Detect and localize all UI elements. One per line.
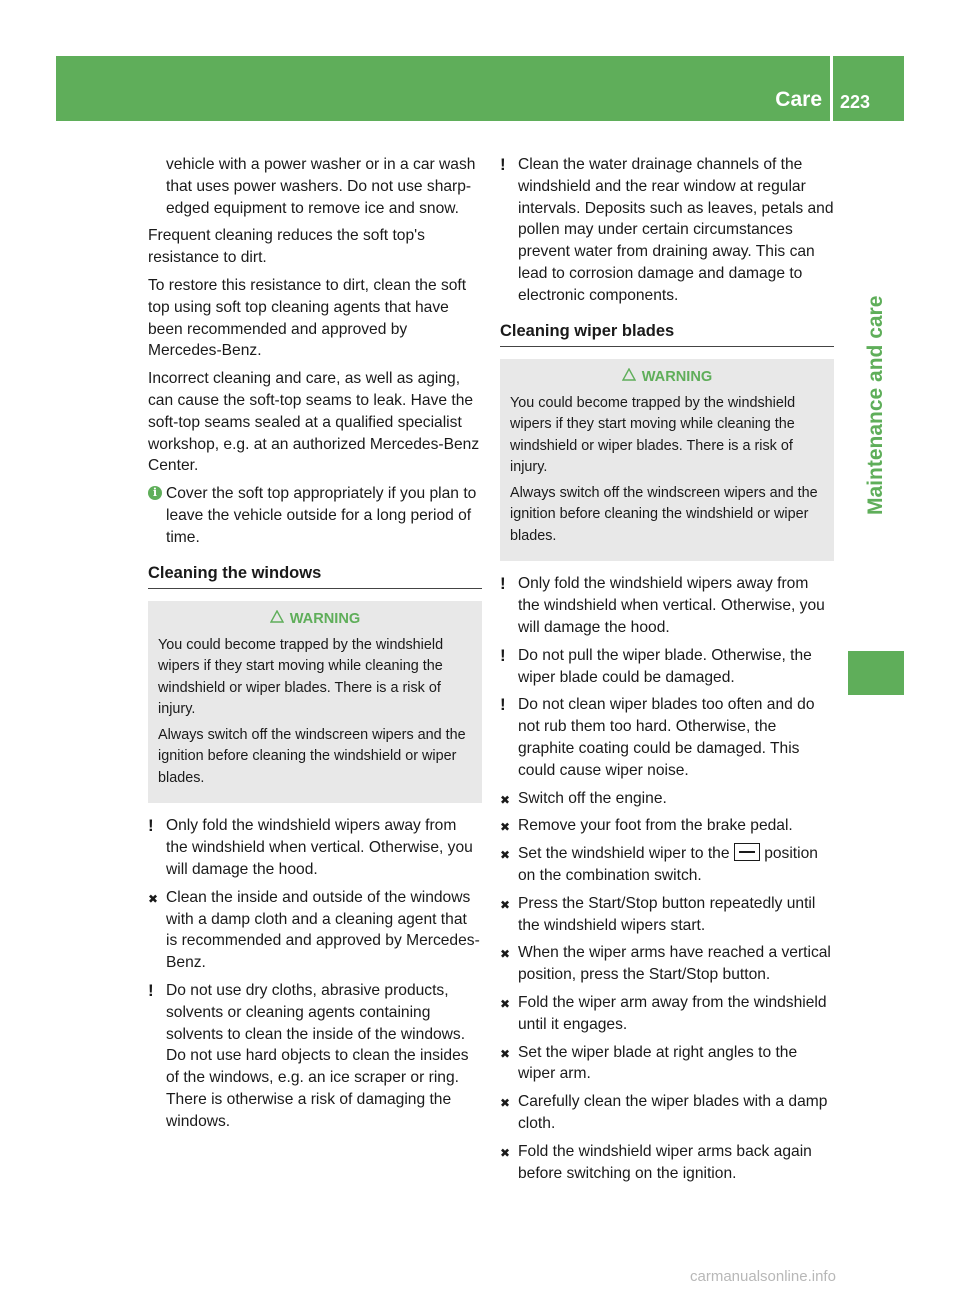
- step-item: [500, 815, 834, 837]
- step-arrow-icon: ✖: [500, 820, 511, 835]
- info-icon: i: [148, 486, 162, 500]
- side-tab: [848, 160, 904, 650]
- step-text-before: Set the windshield wiper to the: [518, 845, 730, 863]
- warning-text: You could become trapped by the windshield wipers if they start moving while cleaning the windshield or wiper blades. There is a risk of injury.: [510, 394, 796, 476]
- section-heading: Cleaning the windows: [148, 563, 482, 590]
- warning-text: Always switch off the windscreen wipers and the ignition before cleaning the windshield or wiper blades.: [158, 726, 466, 786]
- caution-text: Clean the water drainage channels of the windshield and the rear window at regular intervals. Deposits such as leaves, petals and pollen may under certain circumstances prevent water from draining away. This can lead to corrosion damage and damage to electronic components.: [518, 156, 834, 304]
- caution-item: [148, 980, 482, 1133]
- caution-item: [500, 154, 834, 307]
- paragraph: Frequent cleaning reduces the soft top's resistance to dirt.: [148, 227, 425, 267]
- right-column: [500, 154, 834, 1190]
- caution-item: [148, 815, 482, 880]
- step-text: Set the wiper blade at right angles to the wiper arm.: [518, 1043, 798, 1083]
- step-text: Press the Start/Stop button repeatedly until the windshield wipers start.: [518, 894, 816, 934]
- caution-icon: !: [500, 155, 506, 174]
- warning-box: [500, 359, 834, 561]
- caution-icon: !: [500, 695, 506, 715]
- step-arrow-icon: ✖: [148, 891, 159, 906]
- caution-icon: !: [148, 816, 154, 836]
- step-arrow-icon: ✖: [500, 996, 511, 1011]
- step-text: Carefully clean the wiper blades with a damp cloth.: [518, 1093, 828, 1132]
- step-item: [500, 788, 834, 810]
- step-arrow-icon: ✖: [500, 897, 511, 912]
- step-item: [500, 942, 834, 986]
- warning-title: [158, 609, 472, 631]
- step-item: [500, 1091, 834, 1135]
- caution-text: Only fold the windshield wipers away from the windshield when vertical. Otherwise, you will damage the hood.: [518, 575, 825, 636]
- header-divider: [830, 56, 833, 121]
- step-text: Switch off the engine.: [518, 789, 667, 807]
- warning-text: You could become trapped by the windshield wipers if they start moving while cleaning the windshield or wiper blades. There is a risk of injury.: [158, 636, 444, 718]
- step-arrow-icon: ✖: [500, 1046, 511, 1061]
- continuation-text: vehicle with a power washer or in a car wash that uses power washers. Do not use sharp-edged equipment to remove ice and snow.: [166, 156, 476, 217]
- caution-text: Do not use dry cloths, abrasive products, solvents or cleaning agents containing solvents to clean the inside of the windows. Do not use hard objects to clean the insides of the windows, e.g. an ice scraper or ring. There is otherwise a risk of damaging the windows.: [166, 981, 469, 1130]
- side-tab-marker: [848, 651, 904, 695]
- section-heading: Cleaning wiper blades: [500, 321, 834, 348]
- warning-title: [510, 367, 824, 389]
- caution-icon: !: [500, 574, 506, 594]
- info-note: [148, 483, 482, 548]
- step-text-after: position on the combination switch.: [518, 845, 818, 884]
- section-title: Care: [775, 88, 822, 111]
- warning-title-text: WARNING: [641, 369, 713, 386]
- step-text: When the wiper arms have reached a vertical position, press the Start/Stop button.: [518, 944, 831, 984]
- step-item: [500, 1141, 834, 1185]
- warning-triangle-icon: [270, 609, 284, 631]
- step-item: [500, 992, 834, 1036]
- step-text: Remove your foot from the brake pedal.: [518, 817, 793, 835]
- watermark: carmanualsonline.info: [690, 1268, 836, 1285]
- left-column: [148, 154, 482, 1139]
- step-arrow-icon: ✖: [500, 792, 511, 807]
- warning-text: Always switch off the windscreen wipers and the ignition before cleaning the windshield or wiper blades.: [510, 484, 818, 544]
- wiper-position-icon: [734, 843, 760, 861]
- step-text: Fold the windshield wiper arms back again before switching on the ignition.: [518, 1142, 812, 1182]
- page-number: 223: [840, 92, 871, 112]
- side-tab-label: Maintenance and care: [864, 295, 887, 515]
- caution-item: [500, 694, 834, 781]
- step-text: Fold the wiper arm away from the windshield until it engages.: [518, 993, 827, 1033]
- step-arrow-icon: ✖: [500, 1096, 511, 1111]
- step-arrow-icon: ✖: [500, 1145, 511, 1160]
- caution-icon: !: [500, 645, 506, 665]
- caution-text: Only fold the windshield wipers away from the windshield when vertical. Otherwise, you will damage the hood.: [166, 817, 473, 878]
- warning-title-text: WARNING: [289, 611, 361, 628]
- step-item: [148, 887, 482, 974]
- step-arrow-icon: ✖: [500, 947, 511, 962]
- caution-text: Do not clean wiper blades too often and do not rub them too hard. Otherwise, the graphite coating could be damaged. This could cause wiper noise.: [518, 696, 815, 779]
- warning-box: [148, 601, 482, 803]
- step-arrow-icon: ✖: [500, 848, 511, 863]
- caution-text: Do not pull the wiper blade. Otherwise, the wiper blade could be damaged.: [518, 646, 812, 686]
- info-note-text: Cover the soft top appropriately if you plan to leave the vehicle outside for a long period of time.: [166, 485, 477, 546]
- step-text: Clean the inside and outside of the windows with a damp cloth and a cleaning agent that is recommended and approved by Mercedes-Benz.: [166, 888, 480, 972]
- step-item: [500, 893, 834, 937]
- warning-triangle-icon: [622, 367, 636, 389]
- step-item: [500, 843, 834, 887]
- caution-item: [500, 573, 834, 638]
- paragraph: Incorrect cleaning and care, as well as aging, can cause the soft-top seams to leak. Have the soft-top seams sealed at a qualified specialist workshop, e.g. at an authorized Mercedes-Benz Center.: [148, 370, 480, 475]
- step-item: [500, 1042, 834, 1086]
- caution-icon: !: [148, 980, 154, 1000]
- paragraph: To restore this resistance to dirt, clean the soft top using soft top cleaning agents that have been recommended and approved by Mercedes-Benz.: [148, 276, 467, 360]
- caution-item: [500, 645, 834, 689]
